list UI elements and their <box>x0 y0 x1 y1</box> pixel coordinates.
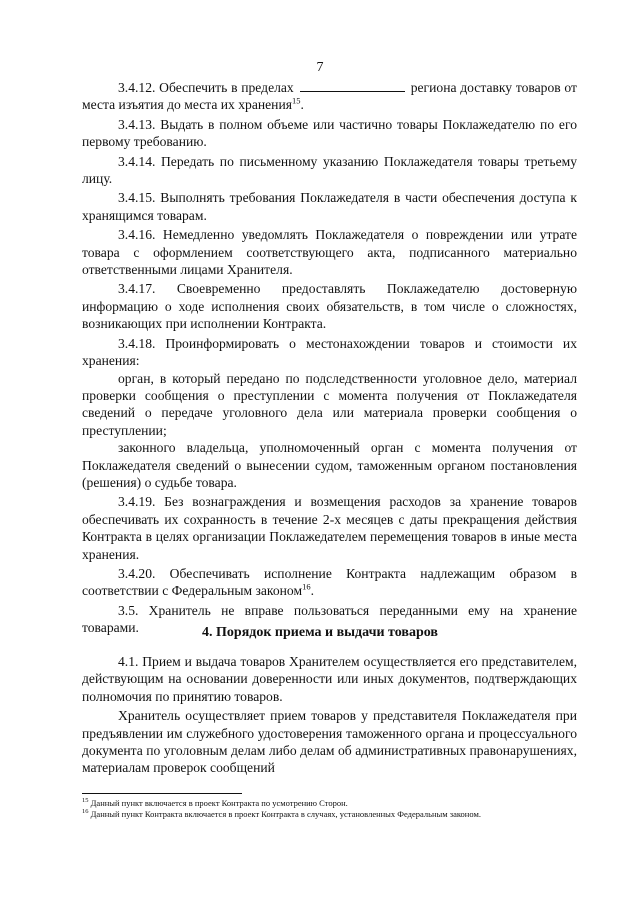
footnote-ref: 16 <box>302 581 311 592</box>
clause-number: 3.5. <box>118 602 139 618</box>
clause-text: Обеспечить в пределах <box>159 80 294 95</box>
contract-obligations-section <box>82 79 577 637</box>
section-heading: 4. Порядок приема и выдачи товаров <box>202 625 438 640</box>
footnotes <box>82 798 577 820</box>
clause-text: орган, в который передано по подследственности уголовное дело, материал проверки сообщения о преступлении с момента получения от Поклажедателя сведений о передаче уголовного дела или материала проверки сообщения о преступлении; <box>82 370 577 438</box>
clause-3-4-18-item-1 <box>82 370 577 440</box>
page-number: 7 <box>316 60 324 75</box>
clause-text: Обеспечивать исполнение Контракта надлежащим образом в соответствии с Федеральным законом <box>82 565 577 599</box>
footnote-ref: 15 <box>291 95 301 106</box>
clause-number: 3.4.17. <box>118 281 156 297</box>
clause-number: 3.4.16. <box>118 227 156 243</box>
clause-number: 3.4.13. <box>118 116 156 132</box>
footnote-number: 16 <box>82 808 89 816</box>
blank-fill-line <box>300 80 405 92</box>
clause-4-1 <box>82 653 577 705</box>
clause-3-4-18-item-2 <box>82 439 577 491</box>
footnote-15 <box>82 798 577 809</box>
clause-text: Хранитель осуществляет прием товаров у представителя Поклажедателя при предъявлении им служебного удостоверения таможенного органа и процессуального документа по уголовным делам либо делам об административных правонарушениях, материалам проверок сообщений <box>82 708 577 776</box>
clause-text: Своевременно предоставлять Поклажедателю достоверную информацию о ходе исполнения своих обязательств, в том числе о сложностях, возникающих при исполнении Контракта. <box>82 281 577 332</box>
reception-section <box>82 653 577 777</box>
clause-text: Проинформировать о местонахождении товаров и стоимости их хранения: <box>82 335 577 369</box>
clause-text: законного владельца, уполномоченный орган с момента получения от Поклажедателя сведений о вынесении судом, таможенным органом постановления (решения) о судьбе товара. <box>82 440 577 490</box>
clause-number: 3.4.18. <box>118 335 156 351</box>
clause-3-4-20: 3.4.20. Обеспечивать исполнение Контракта надлежащим образом в соответствии с Федеральным законом$^{16}$. <box>82 565 577 599</box>
clause-text: Выполнять требования Поклажедателя в части обеспечения доступа к хранящимся товарам. <box>82 190 577 223</box>
clause-3-4-16 <box>82 226 577 278</box>
clause-number: 3.4.15. <box>118 190 156 206</box>
footnote-16 <box>82 809 577 820</box>
footnote-text: Данный пункт включается в проект Контракта по усмотрению Сторон. <box>90 798 348 808</box>
footnote-number: 15 <box>82 797 89 805</box>
clause-text: Выдать в полном объеме или частично товары Поклажедателю по его первому требованию. <box>82 116 577 150</box>
clause-text: региона доставку товаров от места изъятия до места их хранения <box>82 80 577 113</box>
clause-text: Передать по письменному указанию Поклажедателя товары третьему лицу. <box>82 153 577 187</box>
clause-3-4-19 <box>82 493 577 563</box>
footnote-divider <box>82 793 242 794</box>
clause-number: 3.4.12. <box>118 80 156 95</box>
section-paragraph <box>82 707 577 777</box>
clause-text: Немедленно уведомлять Поклажедателя о повреждении или утрате товара с оформлением соответствующего акта, подписанного материально ответственными лицами Хранителя. <box>82 227 578 278</box>
clause-3-4-12: 3.4.12. Обеспечить в пределах региона доставку товаров от места изъятия до места их хранения$^{15}$. <box>82 80 577 113</box>
footnote-text: Данный пункт Контракта включается в проект Контракта в случаях, установленных Федеральным законом. <box>90 809 481 819</box>
clause-text: Прием и выдача товаров Хранителем осуществляется его представителем, действующим на основании доверенности или иных документов, подтверждающих полномочия по принятию товаров. <box>82 654 577 704</box>
clause-3-4-15 <box>82 189 577 224</box>
clause-text: Хранитель не вправе пользоваться переданными ему на хранение товарами. <box>82 602 577 636</box>
clause-number: 3.4.14. <box>118 153 156 169</box>
clause-number: 3.4.20. <box>118 565 156 581</box>
clause-3-4-17 <box>82 280 577 332</box>
clause-number: 4.1. <box>118 654 139 669</box>
clause-text: Без вознаграждения и возмещения расходов за хранение товаров обеспечивать их сохранность в течение 2-х месяцев с даты прекращения действия Контракта в целях организации Поклажедателем перемещения товаров в иные места хранения. <box>82 494 577 562</box>
clause-3-4-18 <box>82 335 577 370</box>
clause-number: 3.4.19. <box>118 494 156 510</box>
clause-3-4-14 <box>82 153 577 188</box>
clause-3-4-13 <box>82 116 577 151</box>
